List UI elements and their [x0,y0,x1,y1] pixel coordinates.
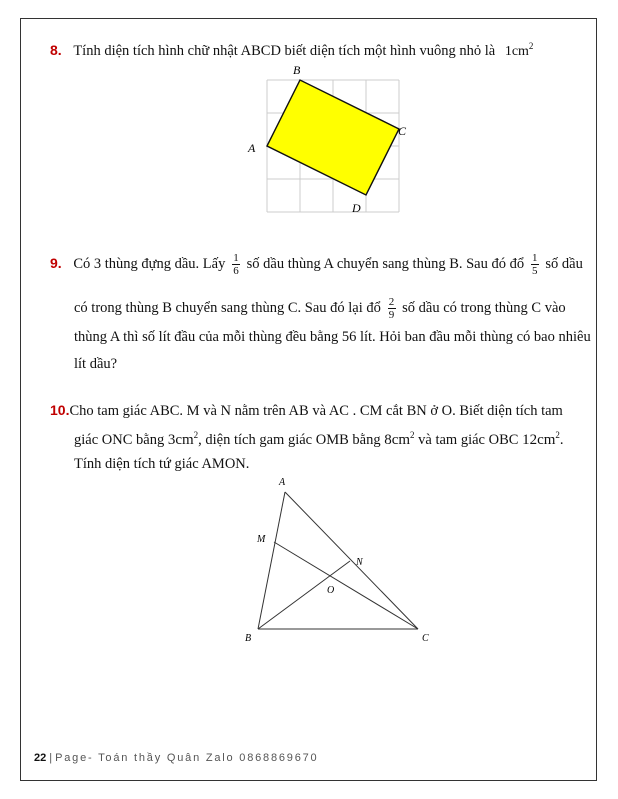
fraction-1-6: $\frac{1}{6}$ [233,252,239,277]
q9-number: 9. [50,254,62,271]
q10-text-2d: . [559,432,564,448]
q8-unit: $1cm^2$ [504,41,534,59]
page-footer [34,752,318,764]
q9-text-1b: số dầu thùng A chuyển sang thùng B. Sau đó đổ [246,255,525,272]
label-c: C [398,124,407,138]
q10-text-2a: giác ONC bằng [74,432,165,448]
rectangle-abcd [267,80,399,195]
q8-text: Tính diện tích hình chữ nhật ABCD biết diện tích một hình vuông nhỏ là [73,43,496,59]
q8-line [50,41,533,60]
q9-line-4: lít dầu? [74,356,118,372]
label-c: C [422,633,429,644]
label-b: B [293,63,301,77]
triangle-abc [258,492,418,629]
q9-text-1c: số dầu [545,255,583,272]
label-n: N [356,557,363,568]
q9-text-2a: có trong thùng B chuyển sang thùng C. Sau đó lại đổ [74,299,381,316]
label-a: A [279,477,286,488]
q10-text-2b: , diện tích gam giác OMB bằng [198,432,381,448]
label-m: M [257,534,266,545]
value-obc: $12cm^2$ [522,430,560,448]
fraction-2-9: $\frac{2}{9}$ [388,296,395,321]
q10-number: 10. [50,402,70,418]
q9-line-3: thùng A thì số lít đầu của mỗi thùng đều bằng 56 lít. Hỏi ban đầu mỗi thùng có bao nhiêu [74,329,591,345]
q10-triangle-figure [240,472,440,652]
value-onc: $3cm^2$ [167,430,199,448]
label-o: O [327,585,335,596]
label-d: D [352,201,361,215]
q10-text-1: Cho tam giác ABC. M và N nằm trên AB và AC . CM cắt BN ở O. Biết diện tích tam [69,403,563,419]
q10-line-3: Tính diện tích tứ giác AMON. [74,456,250,472]
q9-line-1 [50,252,583,277]
q8-number: 8. [50,42,62,58]
label-a: A [248,141,256,155]
q10-text-2c: và tam giác OBC [418,432,519,448]
q8-rectangle-figure [240,60,420,220]
q9-line-2 [74,296,566,321]
q9-text-2b: số dầu có trong thùng C vào [402,299,566,316]
q9-text-1a: Có 3 thùng đựng dầu. Lấy [73,255,226,272]
label-b: B [245,633,252,644]
footer-separator: | [49,752,53,764]
q10-line-2 [74,430,564,449]
fraction-1-5: $\frac{1}{5}$ [532,252,538,277]
value-omb: $8cm^2$ [384,430,415,448]
q10-line-1 [50,402,563,420]
footer-text: Page- Toán thầy Quân Zalo 0868869670 [55,752,319,764]
page-number: 22 [34,752,47,764]
